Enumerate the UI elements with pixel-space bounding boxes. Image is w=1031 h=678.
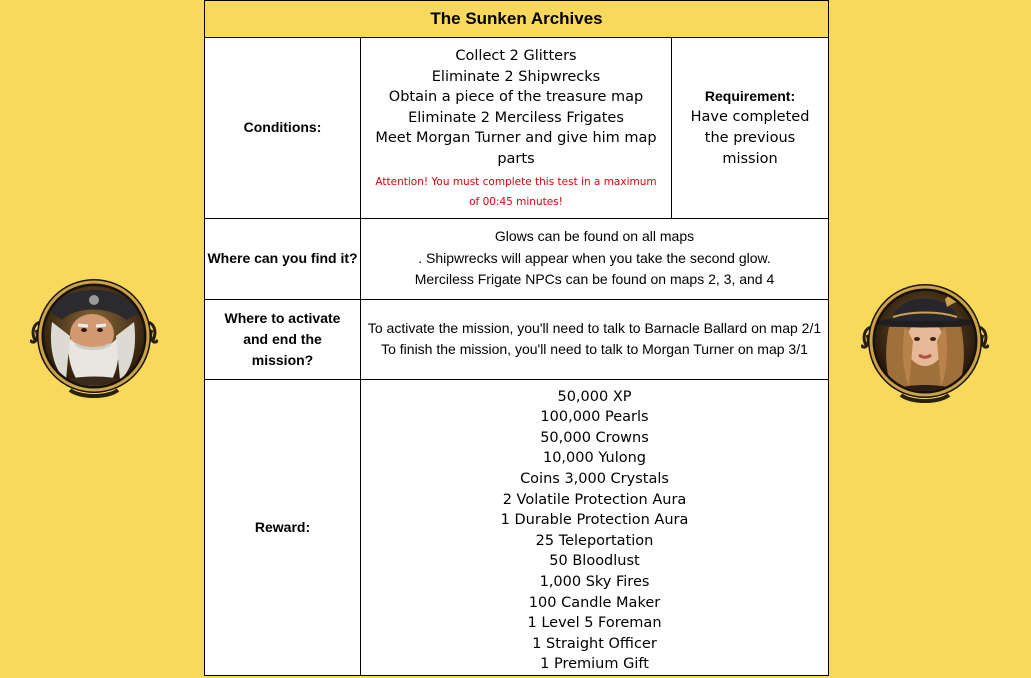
female-pirate-portrait <box>861 277 989 405</box>
requirement-cell <box>672 38 829 219</box>
conditions-list <box>365 46 667 170</box>
requirement-text: Have completed the previous mission <box>690 109 810 167</box>
reward-item: 2 Volatile Protection Aura <box>502 491 687 508</box>
activate-line: To activate the mission, you'll need to talk to Barnacle Ballard on map 2/1 <box>367 319 822 336</box>
reward-label: Reward: <box>205 379 361 675</box>
condition-item: Obtain a piece of the treasure map Eliminate 2 Merciless Frigates <box>388 89 644 126</box>
reward-item: 1 Level 5 Foreman <box>527 615 662 632</box>
reward-item: 100,000 Pearls <box>540 409 649 426</box>
activate-cell <box>361 299 829 379</box>
title-row <box>205 1 829 38</box>
reward-item: 25 Teleportation <box>535 532 654 549</box>
mission-title: The Sunken Archives <box>205 1 829 38</box>
where-find-line: Glows can be found on all maps <box>494 228 695 245</box>
condition-item: Collect 2 Glitters <box>455 48 577 64</box>
condition-item: Eliminate 2 Shipwrecks <box>431 68 601 85</box>
reward-item: 10,000 Yulong <box>542 450 647 467</box>
mission-table <box>204 0 829 676</box>
reward-item: 1 Durable Protection Aura <box>500 512 689 529</box>
reward-cell <box>361 379 829 675</box>
activate-label: Where to activate and end the mission? <box>205 299 361 379</box>
reward-item: 50 Bloodlust <box>549 553 640 570</box>
conditions-cell <box>361 38 672 219</box>
where-find-line: Merciless Frigate NPCs can be found on maps 2, 3, and 4 <box>414 271 775 288</box>
conditions-label: Conditions: <box>205 38 361 219</box>
condition-item: Meet Morgan Turner and give him map parts <box>375 130 657 167</box>
conditions-row <box>205 38 829 219</box>
where-find-line: . Shipwrecks will appear when you take the second glow. <box>418 249 771 266</box>
reward-item: 100 Candle Maker <box>528 594 661 611</box>
old-captain-portrait <box>30 272 158 400</box>
attention-notice: Attention! You must complete this test in a maximum of 00:45 minutes! <box>375 175 657 208</box>
reward-item: 50,000 Crowns <box>540 429 649 446</box>
activate-row <box>205 299 829 379</box>
reward-row <box>205 379 829 675</box>
reward-item: 1,000 Sky Fires <box>539 573 650 590</box>
activate-line: To finish the mission, you'll need to talk to Morgan Turner on map 3/1 <box>381 341 808 358</box>
where-find-row <box>205 218 829 299</box>
where-find-label: Where can you find it? <box>205 218 361 299</box>
reward-item: Coins 3,000 Crystals <box>520 470 669 487</box>
reward-item: 1 Premium Gift <box>540 656 649 673</box>
reward-item: 50,000 XP <box>557 388 632 405</box>
reward-item: 1 Straight Officer <box>532 635 657 652</box>
requirement-title: Requirement: <box>704 88 796 105</box>
where-find-cell <box>361 218 829 299</box>
